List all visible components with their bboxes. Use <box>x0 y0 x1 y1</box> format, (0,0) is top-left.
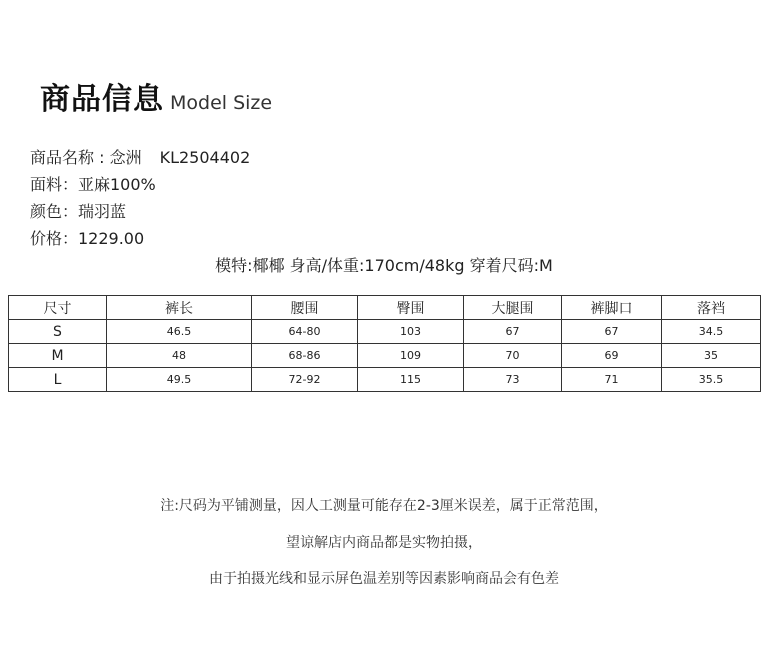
note-line-color-difference: 由于拍摄光线和显示屏色温差别等因素影响商品会有色差 <box>209 571 559 587</box>
table-cell: 73 <box>464 368 562 392</box>
note-line-photos: 望谅解店内商品都是实物拍摄， <box>286 535 482 551</box>
product-price: 价格：1229.00 <box>30 229 145 248</box>
table-cell: 46.5 <box>107 320 252 344</box>
header-leg-opening: 裤脚口 <box>562 296 662 320</box>
header-pants-length: 裤长 <box>107 296 252 320</box>
table-cell: S <box>9 320 107 344</box>
table-cell: 103 <box>358 320 464 344</box>
note-line-measurement: 注:尺码为平铺测量，因人工测量可能存在2-3厘米误差，属于正常范围， <box>160 498 608 514</box>
table-cell: L <box>9 368 107 392</box>
table-cell: 109 <box>358 344 464 368</box>
product-name: 商品名称 : 念洲 <box>30 148 142 167</box>
table-cell: 35 <box>662 344 761 368</box>
table-cell: 70 <box>464 344 562 368</box>
table-cell: 69 <box>562 344 662 368</box>
header-thigh: 大腿围 <box>464 296 562 320</box>
table-cell: M <box>9 344 107 368</box>
table-cell: 64-80 <box>252 320 358 344</box>
table-cell: 68-86 <box>252 344 358 368</box>
header-hip: 臀围 <box>358 296 464 320</box>
table-cell: 71 <box>562 368 662 392</box>
table-header-row <box>9 296 761 320</box>
table-cell: 67 <box>562 320 662 344</box>
title-english: Model Size <box>170 92 273 114</box>
table-cell: 35.5 <box>662 368 761 392</box>
header-size: 尺寸 <box>9 296 107 320</box>
product-color: 颜色：瑞羽蓝 <box>30 202 127 221</box>
header-waist: 腰围 <box>252 296 358 320</box>
product-material: 面料：亚麻100% <box>30 175 156 194</box>
table-cell: 48 <box>107 344 252 368</box>
model-info: 模特:椰椰 身高/体重:170cm/48kg 穿着尺码:M <box>215 256 553 275</box>
table-cell: 34.5 <box>662 320 761 344</box>
product-name-line <box>30 145 250 168</box>
product-code: KL2504402 <box>159 148 251 167</box>
table-cell: 72-92 <box>252 368 358 392</box>
table-cell: 115 <box>358 368 464 392</box>
header-rise: 落裆 <box>662 296 761 320</box>
page-title <box>40 74 272 118</box>
title-chinese: 商品信息 <box>40 82 164 117</box>
table-row <box>9 368 761 392</box>
table-row <box>9 320 761 344</box>
table-cell: 49.5 <box>107 368 252 392</box>
table-row <box>9 344 761 368</box>
size-table <box>8 295 761 392</box>
table-cell: 67 <box>464 320 562 344</box>
